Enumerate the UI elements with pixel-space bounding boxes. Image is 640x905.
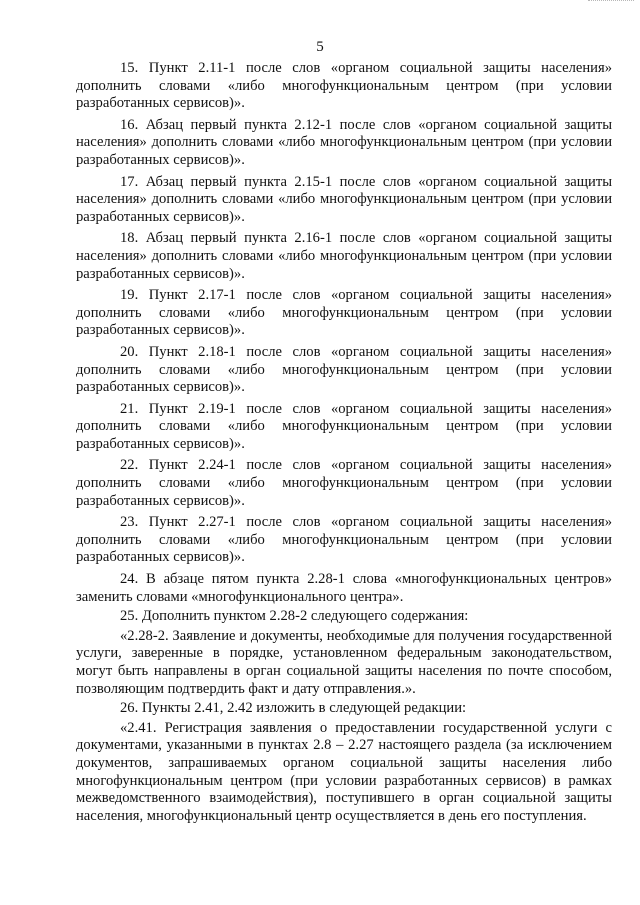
paragraph-22: 22. Пункт 2.24-1 после слов «органом социальной защиты населения» дополнить словами «либо многофункциональным центром (при условии разработанных сервисов)». xyxy=(76,457,612,509)
paragraph-20: 20. Пункт 2.18-1 после слов «органом социальной защиты населения» дополнить словами «либо многофункциональным центром (при условии разработанных сервисов)». xyxy=(76,343,612,396)
paragraph-21: 21. Пункт 2.19-1 после слов «органом социальной защиты населения» дополнить словами «либо многофункциональным центром (при условии разработанных сервисов)». xyxy=(76,400,612,452)
paragraph-16: 16. Абзац первый пункта 2.12-1 после слов «органом социальной защиты населения» дополнить словами «либо многофункциональным центром (при условии разработанных сервисов)». xyxy=(76,116,612,168)
paragraph-15: 15. Пункт 2.11-1 после слов «органом социальной защиты населения» дополнить словами «либо многофункциональным центром (при условии разработанных сервисов)». xyxy=(76,60,612,112)
paragraph-25: 25. Дополнить пунктом 2.28-2 следующего содержания: xyxy=(120,608,469,625)
paragraph-24: 24. В абзаце пятом пункта 2.28-1 слова «многофункциональных центров» заменить словами «многофункционального центра». xyxy=(76,571,612,605)
paragraph-18: 18. Абзац первый пункта 2.16-1 после слов «органом социальной защиты населения» дополнить словами «либо многофункциональным центром (при условии разработанных сервисов)». xyxy=(76,230,612,282)
paragraph-26: 26. Пункты 2.41, 2.42 изложить в следующей редакции: xyxy=(120,700,467,717)
paragraph-17: 17. Абзац первый пункта 2.15-1 после слов «органом социальной защиты населения» дополнить словами «либо многофункциональным центром (при условии разработанных сервисов)». xyxy=(76,173,612,225)
paragraph-19: 19. Пункт 2.17-1 после слов «органом социальной защиты населения» дополнить словами «либо многофункциональным центром (при условии разработанных сервисов)». xyxy=(76,287,612,339)
quoted-paragraph-2-28-2: «2.28-2. Заявление и документы, необходимые для получения государственной услуги, заверенные в порядке, установленном федеральным законодательством, могут быть направлены в орган социальной защиты населения по почте способом, позволяющим подтвердить факт и дату отправления.». xyxy=(76,627,612,697)
document-body xyxy=(76,60,612,827)
quoted-paragraph-2-41: «2.41. Регистрация заявления о предоставлении государственной услуги с документами, указанными в пунктах 2.8 – 2.27 настоящего раздела (за исключением документов, запрашиваемых органом социальной защиты населения либо многофункциональным центром (при условии разработанных сервисов) в рамках межведомственного взаимодействия), поступившего в орган социальной защиты населения, многофункциональный центр осуществляется в день его поступления. xyxy=(76,719,612,824)
scan-mark xyxy=(588,0,634,5)
page-number: 5 xyxy=(316,39,324,55)
paragraph-23: 23. Пункт 2.27-1 после слов «органом социальной защиты населения» дополнить словами «либо многофункциональным центром (при условии разработанных сервисов)». xyxy=(76,514,612,566)
